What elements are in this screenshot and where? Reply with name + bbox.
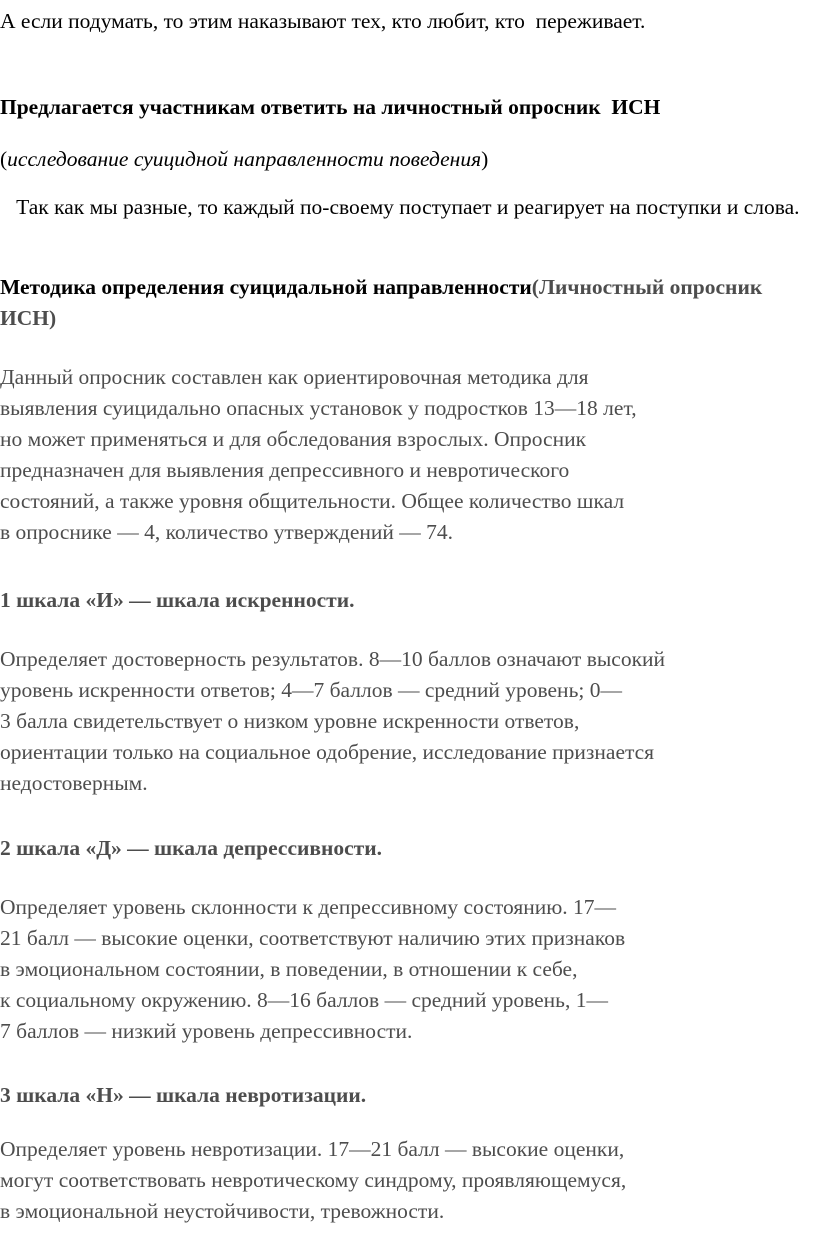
scale-2-paragraph: [0, 892, 816, 1047]
scale-3-line: Определяет уровень невротизации. 17—21 балл — высокие оценки,: [0, 1137, 625, 1161]
scale-2-line: к социальному окружению. 8—16 баллов — средний уровень, 1—: [0, 988, 608, 1012]
scale-2-heading: [0, 833, 816, 864]
scale-2-line: 7 баллов — низкий уровень депрессивности.: [0, 1019, 413, 1043]
scale-1-line: ориентации только на социальное одобрение, исследование признается: [0, 740, 655, 764]
description-paragraph: [0, 362, 816, 548]
scale-1-line: Определяет достоверность результатов. 8—10 баллов означают высокий: [0, 647, 666, 671]
scale-1-heading: [0, 585, 816, 616]
difference-paragraph: Так как мы разные, то каждый по-своему поступает и реагирует на поступки и слова.: [0, 195, 800, 219]
scale-1-line: недостоверным.: [0, 771, 148, 795]
scale-3-line: в эмоциональной неустойчивости, тревожности.: [0, 1199, 445, 1223]
scale-2-heading-text: 2 шкала «Д» — шкала депрессивности.: [0, 836, 383, 860]
offer-heading-text: Предлагается участникам ответить на личностный опросник ИСН: [0, 95, 661, 119]
scale-2-line: Определяет уровень склонности к депрессивному состоянию. 17—: [0, 895, 617, 919]
scale-1-heading-text: 1 шкала «И» — шкала искренности.: [0, 588, 355, 612]
scale-2-line: 21 балл — высокие оценки, соответствуют наличию этих признаков: [0, 926, 626, 950]
scale-3-line: могут соответствовать невротическому синдрому, проявляющемуся,: [0, 1168, 627, 1192]
scale-3-heading: [0, 1080, 816, 1111]
description-line: Данный опросник составлен как ориентировочная методика для: [0, 365, 589, 389]
subtitle-open-paren: (: [0, 147, 8, 171]
scale-3-paragraph: [0, 1134, 816, 1227]
description-line: но может применяться и для обследования взрослых. Опросник: [0, 427, 587, 451]
scale-1-paragraph: [0, 644, 816, 799]
offer-subtitle: [0, 144, 816, 175]
description-line: предназначен для выявления депрессивного и невротического: [0, 458, 570, 482]
description-line: выявления суицидально опасных установок у подростков 13—18 лет,: [0, 396, 637, 420]
method-heading-paren: (Личностный опросник ИСН): [0, 275, 763, 330]
description-line: в опроснике — 4, количество утверждений — 74.: [0, 520, 454, 544]
subtitle-italic-text: исследование суицидной направленности поведения: [7, 147, 482, 171]
scale-1-line: 3 балла свидетельствует о низком уровне искренности ответов,: [0, 709, 580, 733]
method-heading-main: Методика определения суицидальной направленности: [0, 275, 532, 299]
scale-2-line: в эмоциональном состоянии, в поведении, в отношении к себе,: [0, 957, 578, 981]
method-heading: [0, 272, 816, 334]
subtitle-close-paren: ): [481, 147, 489, 171]
scale-3-heading-text: 3 шкала «Н» — шкала невротизации.: [0, 1083, 367, 1107]
intro-line-text: А если подумать, то этим наказывают тех, кто любит, кто переживает.: [0, 9, 646, 33]
offer-heading: [0, 92, 816, 123]
intro-line: [0, 6, 816, 37]
scale-1-line: уровень искренности ответов; 4—7 баллов — средний уровень; 0—: [0, 678, 622, 702]
description-line: состояний, а также уровня общительности. Общее количество шкал: [0, 489, 625, 513]
